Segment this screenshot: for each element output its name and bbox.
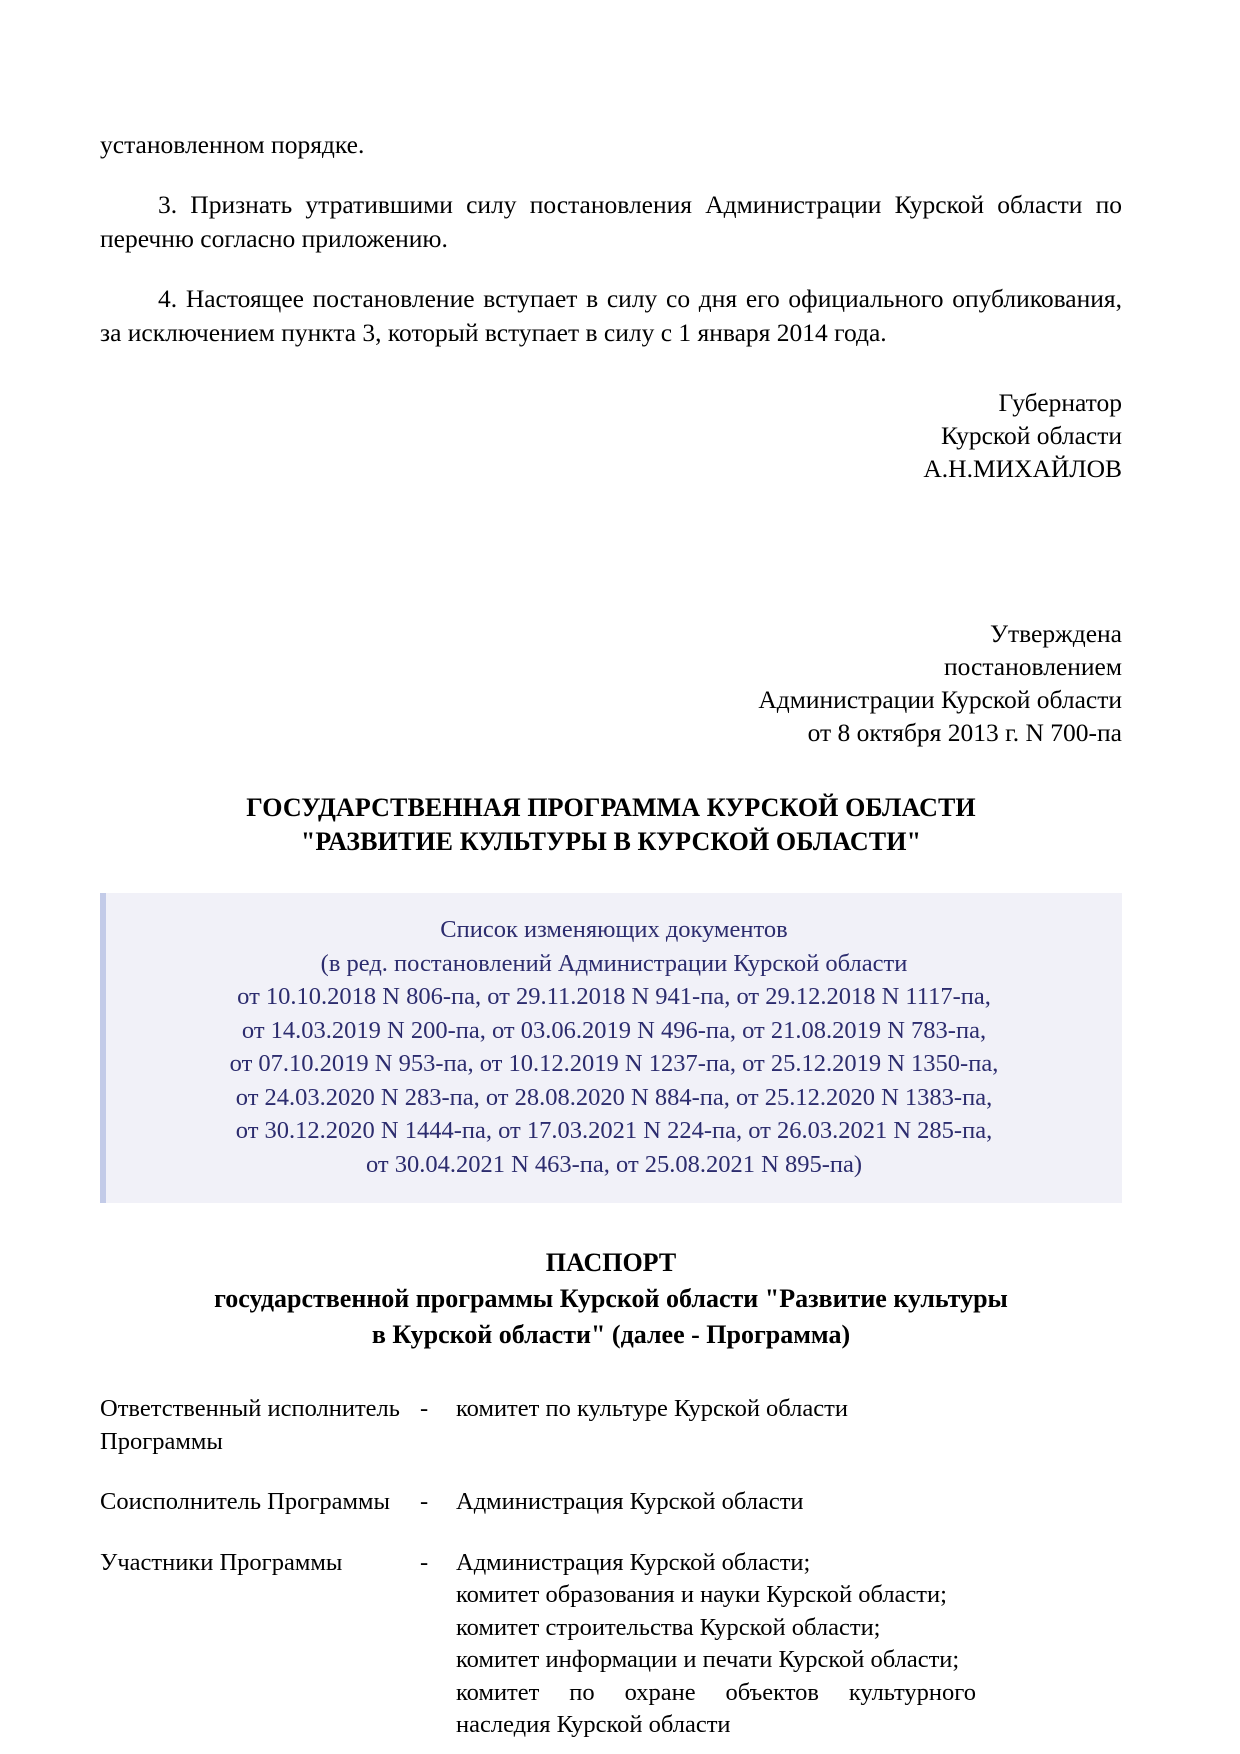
signature-name: А.Н.МИХАЙЛОВ bbox=[923, 454, 1122, 483]
signature-title: Губернатор bbox=[998, 388, 1122, 417]
main-title-line-2: "РАЗВИТИЕ КУЛЬТУРЫ В КУРСКОЙ ОБЛАСТИ" bbox=[300, 827, 922, 856]
changing-documents-line: от 30.04.2021 N 463-па, от 25.08.2021 N 895-па) bbox=[365, 1150, 863, 1178]
signature-region: Курской области bbox=[940, 421, 1122, 450]
table-row bbox=[100, 1393, 1122, 1486]
passport-subtitle-line-2: в Курской области" (далее - Программа) bbox=[371, 1320, 851, 1349]
approval-line-1: Утверждена bbox=[989, 619, 1122, 648]
changing-documents-heading: Список изменяющих документов bbox=[440, 916, 788, 943]
paragraph-clause-4: 4. Настоящее постановление вступает в силу со дня его официального опубликования, за исключением пункта 3, который вступает в силу с 1 января 2014 года. bbox=[100, 284, 1122, 347]
approval-line-3: Администрации Курской области bbox=[758, 685, 1122, 714]
spacer bbox=[100, 256, 1122, 282]
passport-row-dash: - bbox=[420, 1395, 429, 1422]
passport-title-main: ПАСПОРТ bbox=[545, 1248, 677, 1277]
passport-subtitle-line-1: государственной программы Курской области "Развитие культуры bbox=[214, 1284, 1008, 1313]
changing-documents-line: от 14.03.2019 N 200-па, от 03.06.2019 N 496-па, от 21.08.2019 N 783-па, bbox=[241, 1016, 987, 1044]
passport-row-label: Участники Программы bbox=[100, 1548, 343, 1576]
main-title-line-1: ГОСУДАРСТВЕННАЯ ПРОГРАММА КУРСКОЙ ОБЛАСТИ bbox=[246, 793, 976, 822]
table-row bbox=[100, 1547, 1122, 1742]
approval-line-4: от 8 октября 2013 г. N 700-па bbox=[807, 718, 1122, 747]
changing-documents-line: от 30.12.2020 N 1444-па, от 17.03.2021 N 224-па, от 26.03.2021 N 285-па, bbox=[235, 1117, 993, 1144]
passport-value-line: комитет строительства Курской области; bbox=[456, 1613, 881, 1641]
passport-value-line: Администрация Курской области; bbox=[456, 1548, 811, 1576]
passport-value-line: Администрация Курской области bbox=[456, 1488, 804, 1515]
page-content bbox=[100, 128, 1122, 1742]
paragraph-clause-3: 3. Признать утратившими силу постановления Администрации Курской области по перечню согласно приложению. bbox=[100, 190, 1122, 253]
changing-documents-subheading: (в ред. постановлений Администрации Курской области bbox=[320, 949, 908, 977]
spacer bbox=[100, 162, 1122, 188]
passport-value-line: комитет информации и печати Курской области; bbox=[456, 1646, 960, 1673]
passport-row-dash: - bbox=[420, 1488, 429, 1515]
table-row bbox=[100, 1486, 1122, 1547]
passport-row-value bbox=[456, 1393, 1122, 1486]
passport-row-label: Ответственный исполнитель Программы bbox=[100, 1395, 400, 1455]
passport-row-value bbox=[456, 1547, 1122, 1742]
passport-row-value bbox=[456, 1486, 1122, 1547]
signature-block bbox=[100, 386, 1122, 485]
passport-row-label: Соисполнитель Программы bbox=[100, 1488, 391, 1515]
passport-value-line: комитет образования и науки Курской области; bbox=[456, 1581, 947, 1608]
passport-value-line: комитет по охране объектов культурного наследия Курской области bbox=[456, 1678, 976, 1738]
approval-line-2: постановлением bbox=[943, 652, 1122, 681]
passport-heading bbox=[100, 1245, 1122, 1353]
changing-documents-line: от 10.10.2018 N 806-па, от 29.11.2018 N 941-па, от 29.12.2018 N 1117-па, bbox=[237, 983, 991, 1010]
approval-block bbox=[100, 617, 1122, 749]
passport-value-line: комитет по культуре Курской области bbox=[456, 1395, 848, 1422]
changing-documents-box bbox=[100, 893, 1122, 1203]
changing-documents-line: от 24.03.2020 N 283-па, от 28.08.2020 N 884-па, от 25.12.2020 N 1383-па, bbox=[235, 1083, 993, 1111]
passport-table bbox=[100, 1393, 1122, 1742]
paragraph-continuation: установленном порядке. bbox=[100, 130, 365, 159]
passport-row-dash: - bbox=[420, 1548, 429, 1576]
changing-documents-line: от 07.10.2019 N 953-па, от 10.12.2019 N 1237-па, от 25.12.2019 N 1350-па, bbox=[229, 1050, 999, 1077]
page-title bbox=[100, 791, 1122, 859]
